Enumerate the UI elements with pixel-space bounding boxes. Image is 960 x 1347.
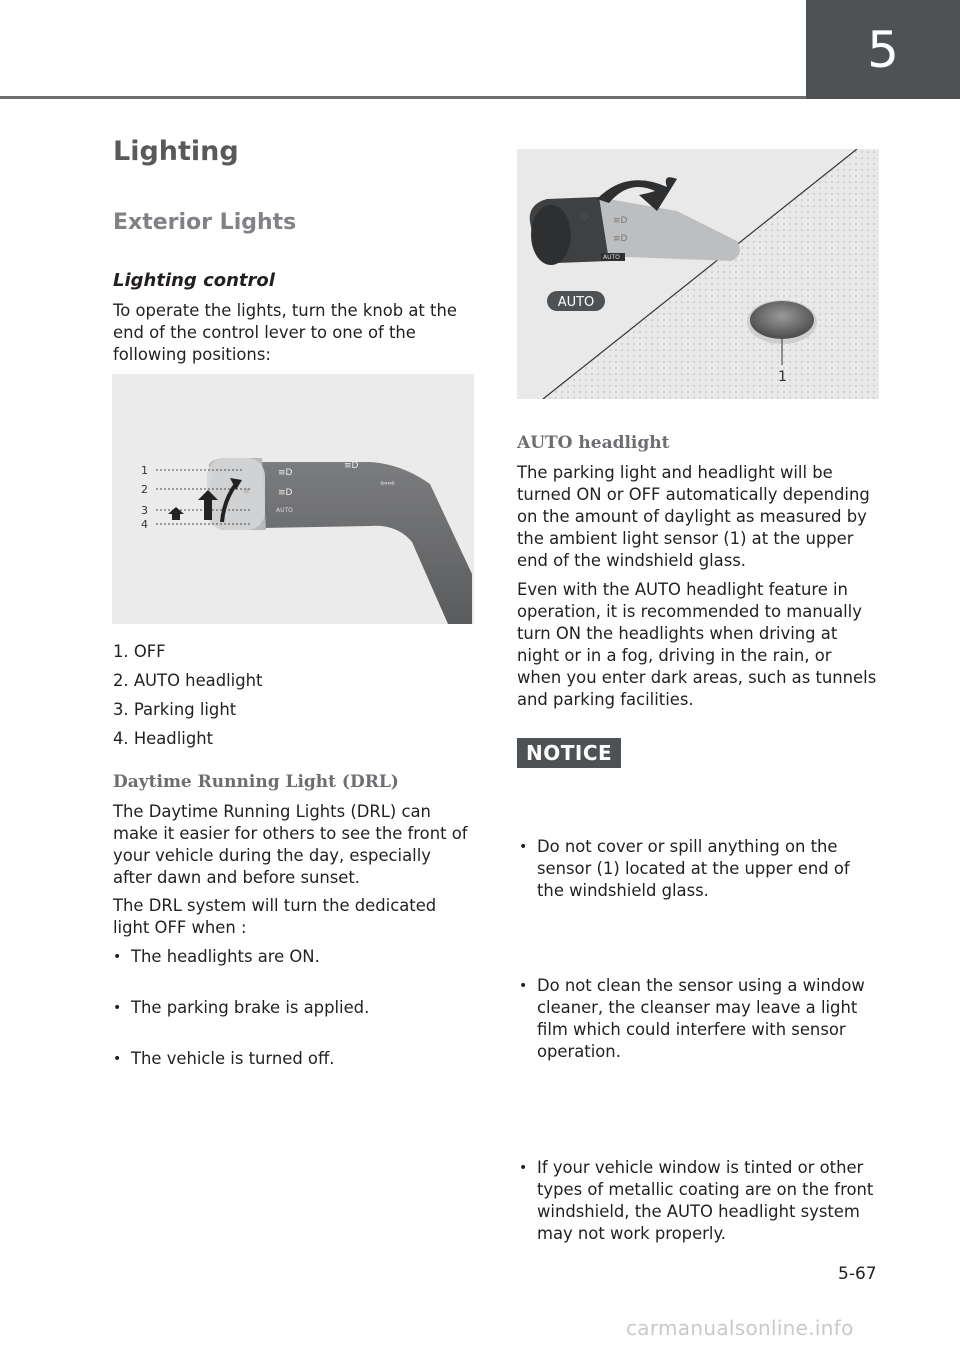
auto-headlight-paragraph-1: The parking light and headlight will be turned ON or OFF automatically depending on the amount of daylight as measured by the ambient light sensor (1) at the upper end of the windshield glass. — [517, 463, 870, 570]
ambient-light-sensor — [750, 301, 814, 339]
position-item-2: 2. AUTO headlight — [113, 671, 263, 690]
figure-label-4: 4 — [141, 518, 148, 531]
auto-headlight-paragraph-2: Even with the AUTO headlight feature in operation, it is recommended to manually turn ON the headlights when driving at night or in a fog, driving in the rain, or when you enter dark areas, such as tunnels and parking facilities. — [517, 580, 877, 709]
headlight-icon: ≡D — [278, 488, 293, 498]
notice-bullet-2: • Do not clean the sensor using a window cleaner, the cleanser may leave a light film which could interfere with sensor operation. — [519, 975, 880, 1063]
auto-headlight-illustration — [517, 149, 879, 399]
chapter-tab: 5 — [806, 0, 960, 99]
subsection-title: Exterior Lights — [113, 210, 297, 235]
parking-light-icon: ≡D — [613, 216, 628, 226]
figure-label-3: 3 — [141, 504, 148, 517]
sensor-callout-1: 1 — [778, 369, 787, 385]
parking-light-icon: ≡D — [278, 468, 293, 478]
drl-bullet-1: • The headlights are ON. — [113, 946, 473, 968]
figure-label-2: 2 — [141, 483, 148, 496]
drl-heading: Daytime Running Light (DRL) — [113, 772, 399, 792]
turn-signal-icon: ⇦⇨ — [380, 479, 396, 489]
notice-bullet-1: • Do not cover or spill anything on the sensor (1) located at the upper end of the windshield glass. — [519, 836, 880, 902]
lighting-lever-illustration — [112, 374, 474, 624]
position-item-1: 1. OFF — [113, 642, 166, 661]
high-beam-icon: ≡D — [344, 461, 359, 471]
lever-knob-auto-text: AUTO — [276, 507, 293, 514]
lighting-control-heading: Lighting control — [113, 270, 275, 291]
position-item-3: 3. Parking light — [113, 700, 237, 719]
figure-label-1: 1 — [141, 464, 148, 477]
auto-light-icon: ☼ — [579, 210, 590, 224]
auto-headlight-figure — [517, 149, 879, 399]
auto-headlight-heading: AUTO headlight — [517, 433, 670, 453]
watermark: carmanualsonline.info — [626, 1316, 854, 1340]
auto-knob-text: AUTO — [603, 254, 620, 261]
notice-label: NOTICE — [517, 738, 621, 768]
auto-label: AUTO — [557, 295, 595, 310]
drl-paragraph-1: The Daytime Running Lights (DRL) can make it easier for others to see the front of your vehicle during the day, especially after dawn and before sunset. — [113, 802, 468, 887]
drl-bullet-3: • The vehicle is turned off. — [113, 1048, 473, 1070]
section-title: Lighting — [113, 136, 239, 167]
drl-paragraph-2: The DRL system will turn the dedicated light OFF when : — [113, 896, 437, 937]
drl-bullet-2: • The parking brake is applied. — [113, 997, 473, 1019]
lighting-control-intro: To operate the lights, turn the knob at the end of the control lever to one of the following positions: — [113, 301, 457, 364]
position-item-4: 4. Headlight — [113, 729, 214, 748]
lighting-lever-figure — [112, 374, 474, 624]
header-rule — [0, 96, 806, 99]
notice-bullet-3: • If your vehicle window is tinted or other types of metallic coating are on the front windshield, the AUTO headlight system may not work properly. — [519, 1157, 880, 1245]
auto-light-icon: ☼ — [242, 487, 251, 497]
page-number: 5-67 — [838, 1264, 877, 1284]
headlight-icon: ≡D — [613, 234, 628, 244]
